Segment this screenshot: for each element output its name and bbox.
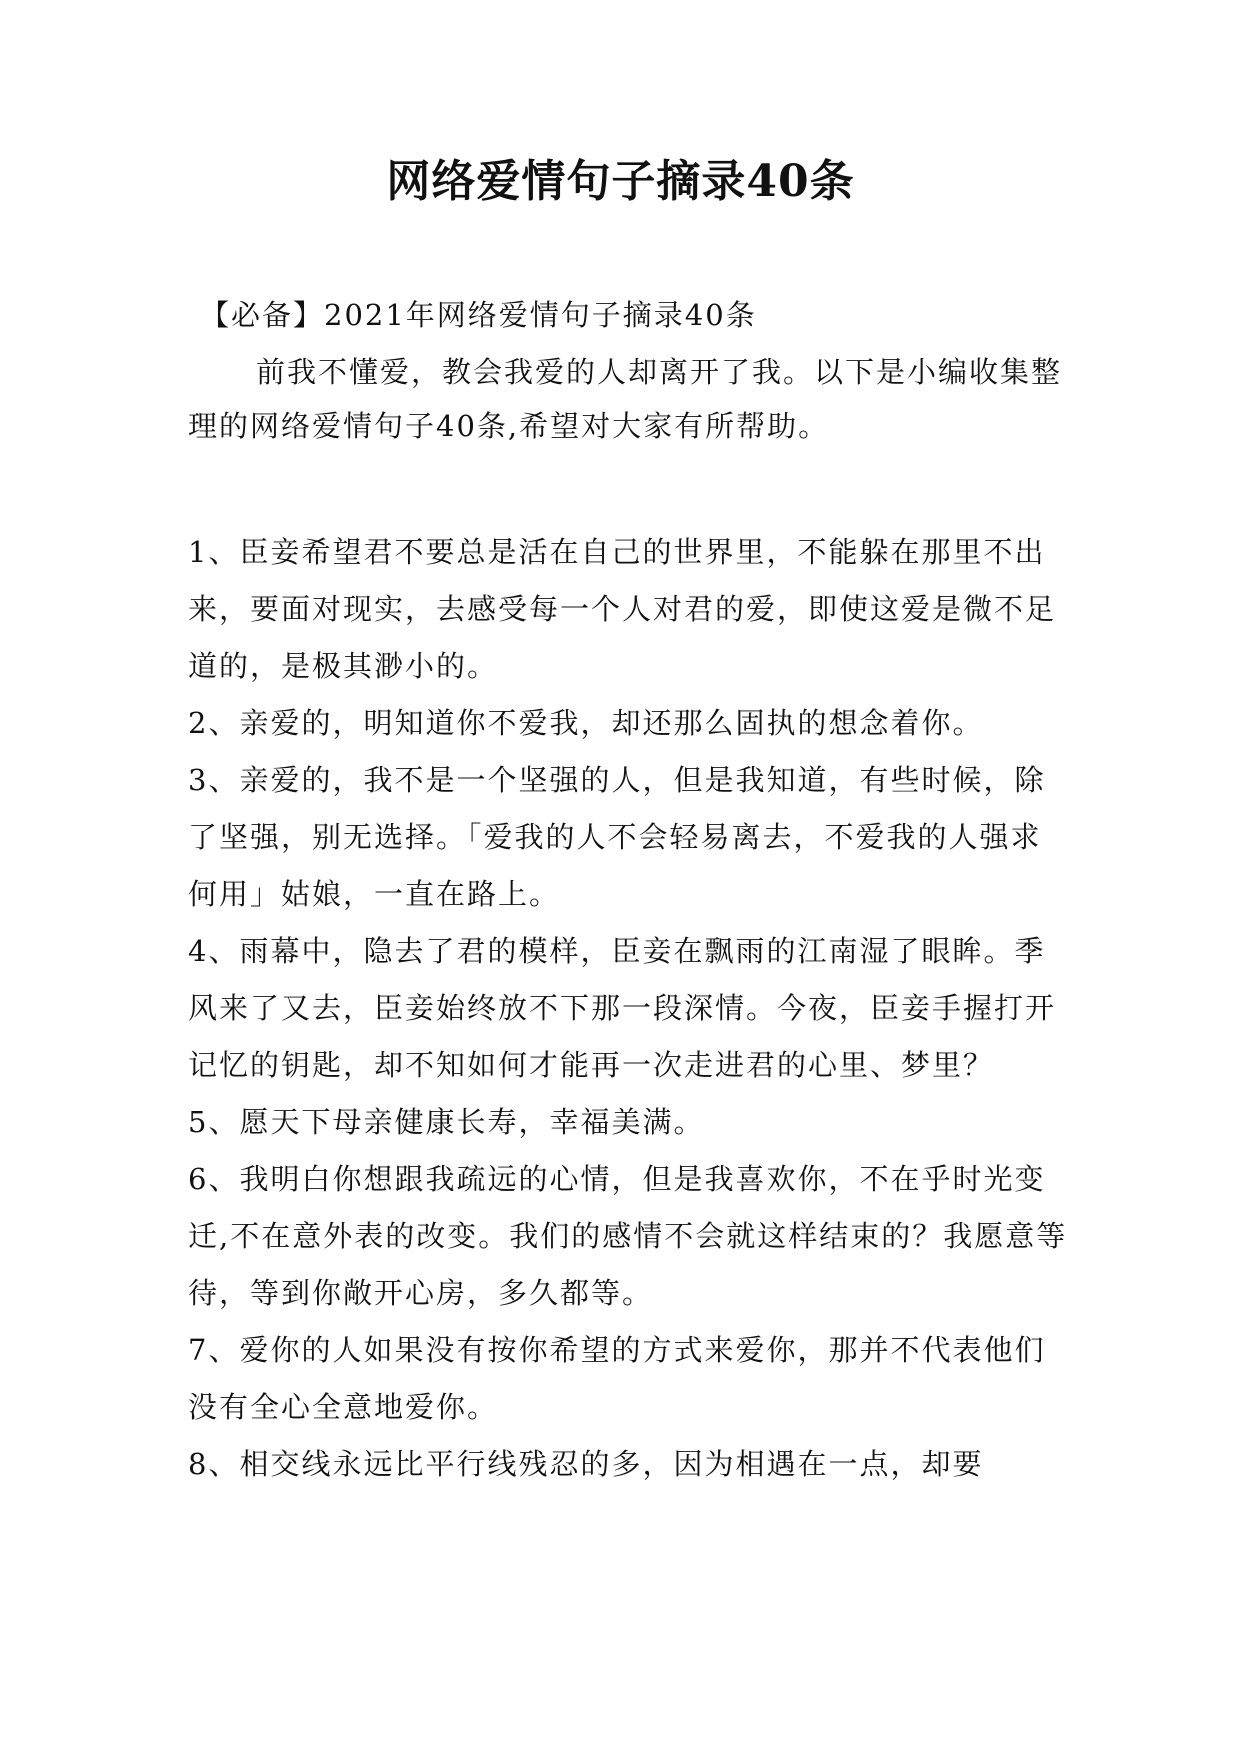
quote-item: 6、我明白你想跟我疏远的心情，但是我喜欢你，不在乎时光变迁,不在意外表的改变。我们的感情不会就这样结束的？我愿意等待，等到你敞开心房，多久都等。 xyxy=(188,1162,1068,1310)
document-title: 网络爱情句子摘录40条 xyxy=(386,156,855,207)
quote-item: 3、亲爱的，我不是一个坚强的人，但是我知道，有些时候，除了坚强，别无选择。「爱我的人不会轻易离去，不爱我的人强求何用」姑娘，一直在路上。 xyxy=(188,763,1046,911)
quote-item: 7、爱你的人如果没有按你希望的方式来爱你，那并不代表他们没有全心全意地爱你。 xyxy=(188,1333,1046,1424)
intro-paragraph: 前我不懂爱，教会我爱的人却离开了我。以下是小编收集整理的网络爱情句子40条,希望对大家有所帮助。 xyxy=(188,355,1063,443)
quote-item: 5、愿天下母亲健康长寿，幸福美满。 xyxy=(188,1105,705,1139)
quote-item: 2、亲爱的，明知道你不爱我，却还那么固执的想念着你。 xyxy=(188,706,984,740)
quote-list xyxy=(188,524,1068,1493)
quote-item: 4、雨幕中，隐去了君的模样，臣妾在飘雨的江南湿了眼眸。季风来了又去，臣妾始终放不下那一段深情。今夜，臣妾手握打开记忆的钥匙，却不知如何才能再一次走进君的心里、梦里？ xyxy=(188,934,1057,1082)
quote-item: 1、臣妾希望君不要总是活在自己的世界里，不能躲在那里不出来，要面对现实，去感受每一个人对君的爱，即使这爱是微不足道的，是极其渺小的。 xyxy=(188,535,1057,683)
document-subtitle: 【必备】2021年网络爱情句子摘录40条 xyxy=(200,298,757,332)
quote-item: 8、相交线永远比平行线残忍的多，因为相遇在一点，却要 xyxy=(188,1447,984,1481)
